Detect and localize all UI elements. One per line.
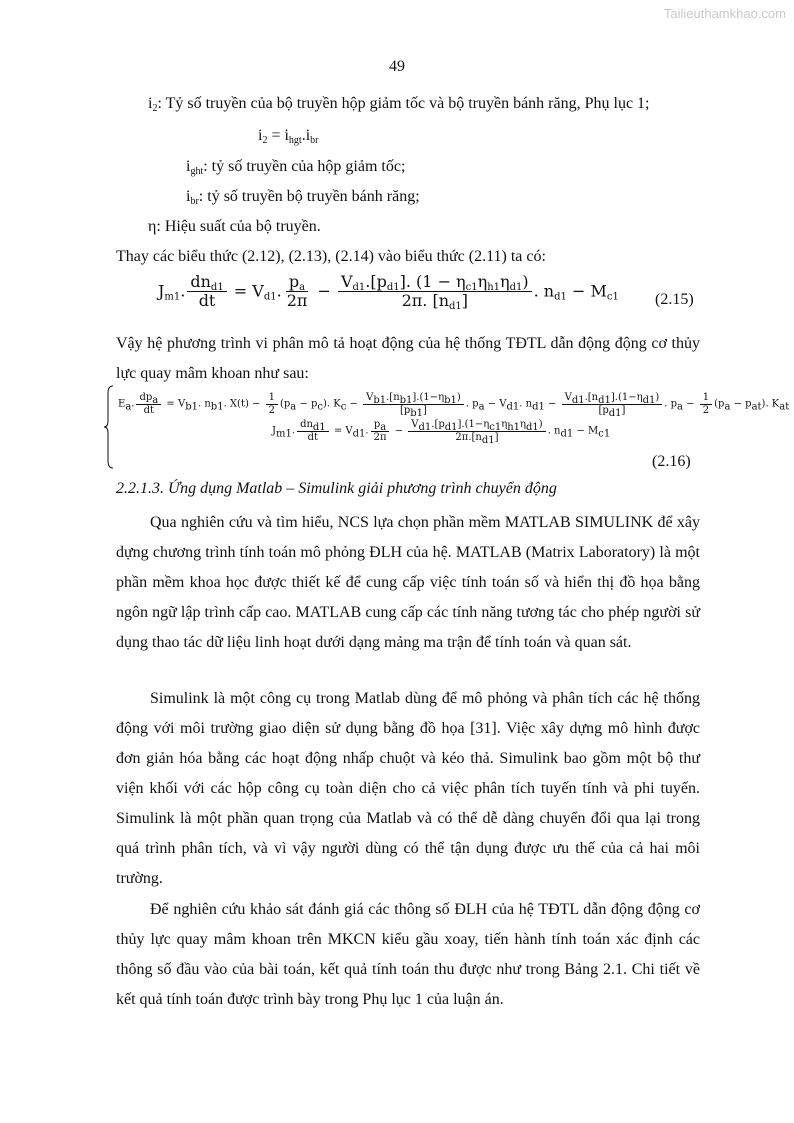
def-ight: $i_{ght}$: tỷ số truyền của hộp giảm tốc;	[186, 158, 406, 177]
paragraph-matlab-text: Qua nghiên cứu và tìm hiểu, NCS lựa chọn phần mềm MATLAB SIMULINK để xây dựng chương trình tính toán mô phỏng ĐLH của hệ. MATLAB (Matrix Laboratory) là một phần mềm khoa học được thiết kế để cung cấp việc tính toán số và hiển thị đồ họa bằng ngôn ngữ lập trình cấp cao. MATLAB cung cấp các tính năng tương tác cho phép người sử dụng thao tác dữ liệu linh hoạt dưới dạng mảng ma trận để tính toán và quan sát.	[116, 514, 700, 651]
paragraph-study	[116, 895, 700, 1015]
equation-2-16-number: (2.16)	[652, 453, 691, 470]
equation-2-16-line-1: $E_a$. $\frac{dp_a}{dt}$ = $V_{b1}$. $n_{b1}$. X(t) − $\frac{1}{2}$ $(p_a - p_c)$. $K_c$ − $\frac{V_{b1}.[n_{b1}].(1-\eta_{b1})}{[p_{b1}]}$ . $p_a - V_{d1}$. $n_{d1}$ − $\frac{V_{d1}.[n_{d1}].(1-\eta_{d1})}{[p_{d1}]}$ . $p_a$ − $\frac{1}{2}$ $(p_a - p_{at})$. $K_{at}$	[118, 392, 790, 419]
def-ibr-text: : tỷ số truyền bộ truyền bánh răng;	[198, 188, 420, 205]
paragraph-simulink	[116, 684, 700, 894]
paragraph-simulink-text: Simulink là một công cụ trong Matlab dùng để mô phỏng và phân tích các hệ thống động với môi trường giao diện sử dụng bằng đồ họa [31]. Việc xây dựng mô hình được đơn giản hóa bằng các hoạt động nhấp chuột và kéo thả. Simulink bao gồm một bộ thư viện khối với các hộp công cụ toàn diện cho cả việc phân tích tuyến tính và phi tuyến. Simulink là một phần quan trọng của Matlab và có thể dễ dàng chuyển đổi qua lại trong quá trình phân tích, và vì vậy người dùng có thể tận dụng được ưu thế của cả hai môi trường.	[116, 690, 700, 887]
equation-2-16-line-2: $J_{m1}$. $\frac{dn_{d1}}{dt}$ = $V_{d1}$. $\frac{p_a}{2\pi}$ − $\frac{V_{d1}.[p_{d1}].(1-\eta_{c1}\eta_{h1}\eta_{d1})}{2\pi.[n_{d1}]}$ . $n_{d1} - M_{c1}$	[272, 419, 611, 446]
section-heading: 2.2.1.3. Ứng dụng Matlab – Simulink giải phương trình chuyển động	[116, 480, 557, 497]
def-eta: η: Hiệu suất của bộ truyền.	[148, 218, 321, 235]
left-brace-icon	[104, 385, 114, 469]
paragraph-study-text: Để nghiên cứu khảo sát đánh giá các thông số ĐLH của hệ TĐTL dẫn động động cơ thủy lực quay mâm khoan trên MKCN kiểu gầu xoay, tiến hành tính toán xác định các thông số đầu vào của bài toán, kết quả tính toán thu được như trong Bảng 2.1. Chi tiết về kết quả tính toán được trình bày trong Phụ lục 1 của luận án.	[116, 901, 700, 1008]
system-intro-paragraph: Vậy hệ phương trình vi phân mô tả hoạt động của hệ thống TĐTL dẫn động động cơ thủy lực quay mâm khoan như sau:	[116, 335, 700, 382]
equation-2-15: $J_{m1}$. $\frac{dn_{d1}}{dt}$ = $V_{d1}$. $\frac{p_a}{2\pi}$ − $\frac{V_{d1}.[p_{d1}]. (1 - \eta_{c1}\eta_{h1}\eta_{d1})}{2\pi. [n_{d1}]}$ . $n_{d1} - M_{c1}$	[158, 272, 619, 313]
watermark-text: Tailieuthamkhao.com	[663, 6, 786, 21]
def-ight-text: : tỷ số truyền của hộp giảm tốc;	[203, 158, 406, 175]
page-number: 49	[389, 58, 405, 75]
intro-sentence: Thay các biểu thức (2.12), (2.13), (2.14) vào biểu thức (2.11) ta có:	[116, 248, 546, 265]
equation-2-15-number: (2.15)	[655, 291, 694, 308]
def-i2-text: : Tỷ số truyền của bộ truyền hộp giảm tốc và bộ truyền bánh răng, Phụ lục 1;	[157, 95, 650, 112]
def-ibr: $i_{br}$: tỷ số truyền bộ truyền bánh răng;	[186, 188, 420, 207]
def-i2: $i_2$: Tỷ số truyền của bộ truyền hộp giảm tốc và bộ truyền bánh răng, Phụ lục 1;	[148, 95, 650, 114]
def-i2-formula: $i_2 = i_{hgt}.i_{br}$	[258, 127, 319, 146]
paragraph-matlab	[116, 508, 700, 658]
